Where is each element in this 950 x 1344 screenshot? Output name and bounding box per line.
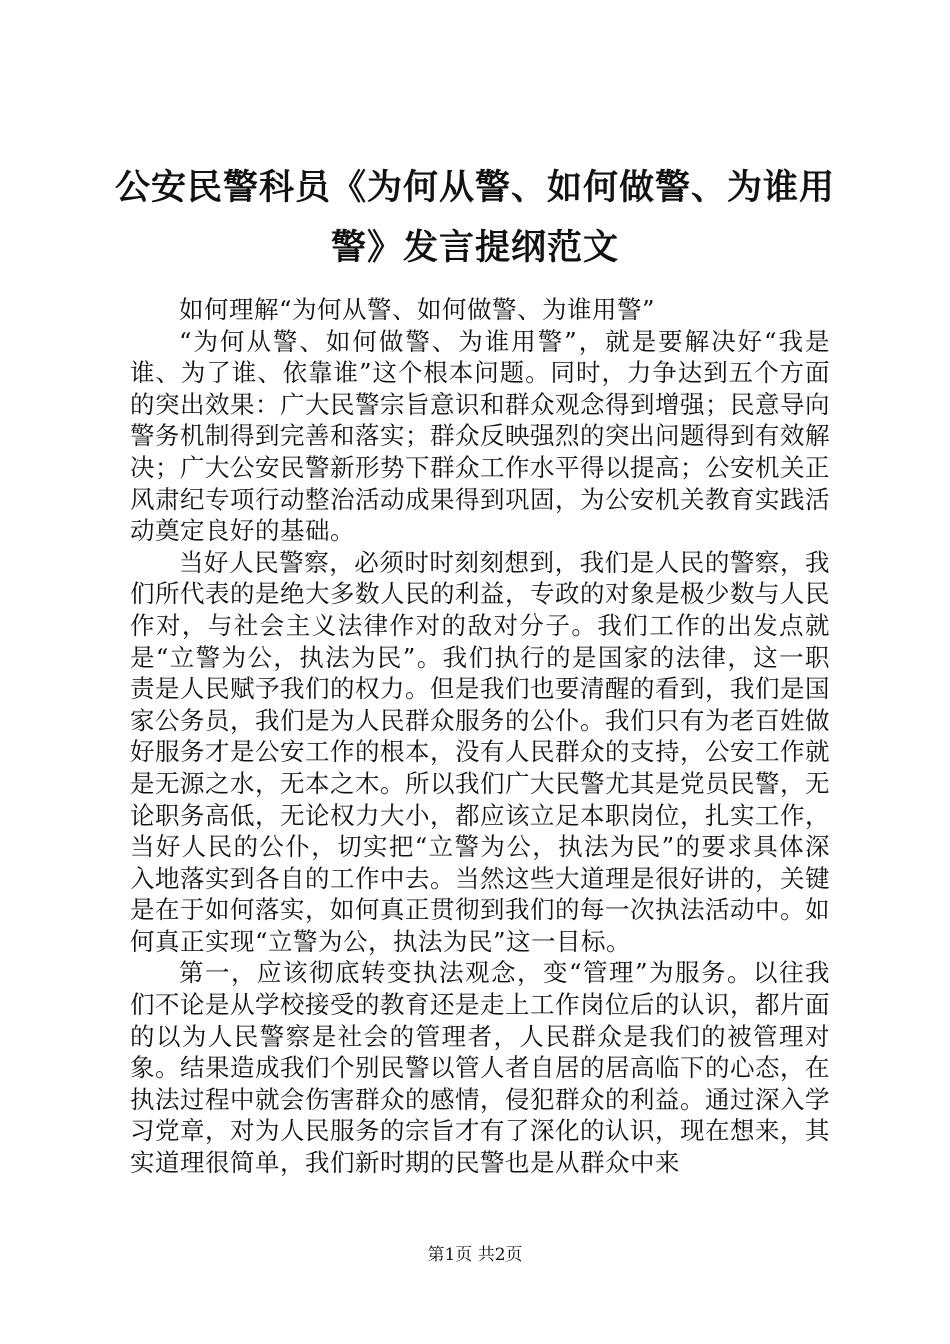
paragraph-1: 如何理解“为何从警、如何做警、为谁用警” [179,295,656,324]
paragraph-2: “为何从警、如何做警、为谁用警”，就是要解决好“我是谁、为了谁、依靠谁”这个根本问题。同时，力争达到五个方面的突出效果：广大民警宗旨意识和群众观念得到增强；民意导向警务机制得到完善和落实；群众反映强烈的突出问题得到有效解决；广大公安民警新形势下群众工作水平得以提高；公安机关正风肃纪专项行动整治活动成果得到巩固，为公安机关教育实践活动奠定良好的基础。 [130,326,830,546]
paragraph-3: 当好人民警察，必须时时刻刻想到，我们是人民的警察，我们所代表的是绝大多数人民的利益，专政的对象是极少数与人民作对，与社会主义法律作对的敌对分子。我们工作的出发点就是“立警为公，执法为民”。我们执行的是国家的法律，这一职责是人民赋予我们的权力。但是我们也要清醒的看到，我们是国家公务员，我们是为人民群众服务的公仆。我们只有为老百姓做好服务才是公安工作的根本，没有人民群众的支持，公安工作就是无源之水，无本之木。所以我们广大民警尤其是党员民警，无论职务高低，无论权力大小，都应该立足本职岗位，扎实工作，当好人民的公仆，切实把“立警为公，执法为民”的要求具体深入地落实到各自的工作中去。当然这些大道理是很好讲的，关键是在于如何落实，如何真正贯彻到我们的每一次执法活动中。如何真正实现“立警为公，执法为民”这一目标。 [130,547,830,956]
document-body [130,294,830,1179]
title-line-2: 警》发言提纲范文 [330,228,619,268]
document-title [110,158,840,278]
title-line-1: 公安民警科员《为何从警、如何做警、为谁用 [114,168,835,208]
paragraph-4: 第一，应该彻底转变执法观念，变“管理”为服务。以往我们不论是从学校接受的教育还是走上工作岗位后的认识，都片面的以为人民警察是社会的管理者，人民群众是我们的被管理对象。结果造成我们个别民警以管人者自居的居高临下的心态，在执法过程中就会伤害群众的感情，侵犯群众的利益。通过深入学习党章，对为人民服务的宗旨才有了深化的认识，现在想来，其实道理很简单，我们新时期的民警也是从群众中来 [130,958,830,1178]
page-footer: 第1页 共2页 [427,1245,523,1265]
